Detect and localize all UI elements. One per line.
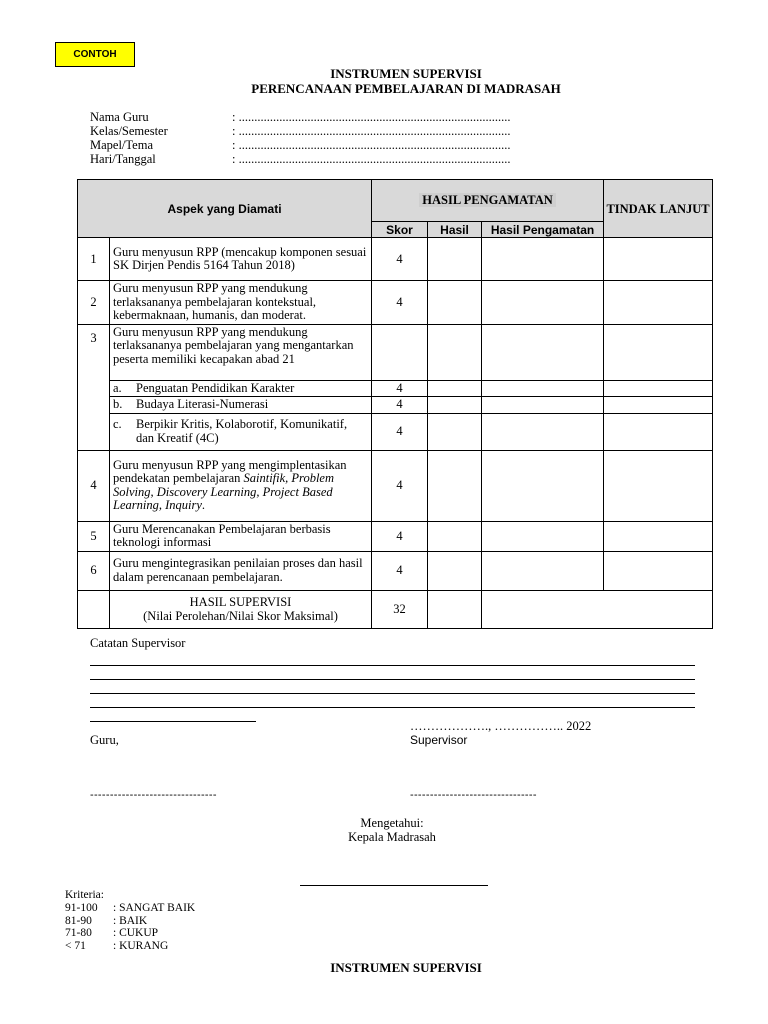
followup-cell[interactable] bbox=[604, 324, 713, 380]
aspect-text: Guru Merencanakan Pembelajaran berbasis teknologi informasi bbox=[110, 521, 372, 551]
notes-line[interactable] bbox=[90, 680, 695, 694]
identity-label: Mapel/Tema bbox=[90, 138, 153, 152]
row-number: 6 bbox=[78, 551, 110, 590]
score-cell: 4 bbox=[372, 450, 428, 521]
score-cell bbox=[372, 324, 428, 380]
followup-cell[interactable] bbox=[604, 413, 713, 450]
identity-fill-line[interactable]: : ....................................................................................... bbox=[232, 110, 511, 124]
table-row bbox=[78, 281, 713, 325]
result-cell[interactable] bbox=[428, 324, 482, 380]
result-cell[interactable] bbox=[428, 397, 482, 414]
total-result-cell[interactable] bbox=[428, 590, 482, 628]
aspect-text: Guru menyusun RPP yang mendukung terlaksananya pembelajaran yang mengantarkan peserta memiliki kecapakan abad 21 bbox=[110, 324, 372, 380]
identity-row-date bbox=[90, 152, 560, 166]
followup-header: TINDAK LANJUT bbox=[604, 180, 713, 238]
identity-fill-line[interactable]: : ....................................................................................... bbox=[232, 124, 511, 138]
example-badge: CONTOH bbox=[55, 42, 135, 67]
table-row bbox=[78, 551, 713, 590]
result-cell[interactable] bbox=[428, 281, 482, 325]
total-observation-cell[interactable] bbox=[482, 590, 713, 628]
table-row bbox=[78, 521, 713, 551]
result-cell[interactable] bbox=[428, 450, 482, 521]
row-number: 5 bbox=[78, 521, 110, 551]
followup-cell[interactable] bbox=[604, 450, 713, 521]
sub-letter: a. bbox=[113, 380, 122, 395]
score-cell: 4 bbox=[372, 380, 428, 397]
observation-cell[interactable] bbox=[482, 397, 604, 414]
result-cell[interactable] bbox=[428, 521, 482, 551]
total-row bbox=[78, 590, 713, 628]
sub-text: Berpikir Kritis, Kolaborotif, Komunikatif, dan Kreatif (4C) bbox=[136, 417, 348, 445]
score-cell: 4 bbox=[372, 551, 428, 590]
score-column-header: Skor bbox=[372, 222, 428, 238]
result-cell[interactable] bbox=[428, 551, 482, 590]
sub-aspect bbox=[110, 380, 372, 397]
followup-cell[interactable] bbox=[604, 238, 713, 281]
sub-text: Budaya Literasi-Numerasi bbox=[136, 397, 269, 411]
notes-label: Catatan Supervisor bbox=[90, 636, 186, 650]
row-number: 1 bbox=[78, 238, 110, 281]
result-column-header: Hasil bbox=[428, 222, 482, 238]
criteria-legend bbox=[65, 889, 195, 953]
row-number: 3 bbox=[78, 324, 110, 450]
total-score: 32 bbox=[372, 590, 428, 628]
score-cell: 4 bbox=[372, 238, 428, 281]
aspect-header: Aspek yang Diamati bbox=[78, 180, 372, 238]
observation-cell[interactable] bbox=[482, 521, 604, 551]
score-cell: 4 bbox=[372, 521, 428, 551]
notes-line[interactable] bbox=[90, 666, 695, 680]
criteria-row: < 71 : KURANG bbox=[65, 940, 169, 953]
supervisor-label: Supervisor bbox=[410, 733, 468, 747]
document-title: INSTRUMEN SUPERVISI bbox=[330, 66, 482, 81]
identity-label: Nama Guru bbox=[90, 110, 149, 124]
aspect-text: Guru menyusun RPP yang mengimplentasikan pendekatan pembelajaran Saintifik, Problem Solving, Discovery Learning, Project Based Learning, Inquiry. bbox=[110, 450, 372, 521]
notes-line[interactable] bbox=[90, 652, 695, 666]
table-row bbox=[78, 380, 713, 397]
teacher-signature-line: -------------------------------- bbox=[90, 789, 217, 801]
observation-cell[interactable] bbox=[482, 238, 604, 281]
identity-row-class bbox=[90, 124, 560, 138]
score-cell: 4 bbox=[372, 281, 428, 325]
identity-fill-line[interactable]: : ....................................................................................... bbox=[232, 152, 511, 166]
sub-text: Penguatan Pendidikan Karakter bbox=[136, 380, 295, 395]
table-row bbox=[78, 238, 713, 281]
table-row bbox=[78, 397, 713, 414]
table-row bbox=[78, 450, 713, 521]
teacher-label: Guru, bbox=[90, 733, 119, 747]
footer-title: INSTRUMEN SUPERVISI bbox=[330, 960, 482, 975]
supervisor-notes bbox=[90, 636, 695, 722]
followup-cell[interactable] bbox=[604, 281, 713, 325]
criteria-row: 71-80 : CUKUP bbox=[65, 927, 159, 940]
score-cell: 4 bbox=[372, 397, 428, 414]
observation-cell[interactable] bbox=[482, 380, 604, 397]
followup-cell[interactable] bbox=[604, 521, 713, 551]
followup-cell[interactable] bbox=[604, 397, 713, 414]
observation-cell[interactable] bbox=[482, 281, 604, 325]
supervisor-signature-line: -------------------------------- bbox=[410, 789, 537, 801]
criteria-row: 91-100 : SANGAT BAIK bbox=[65, 901, 196, 914]
result-cell[interactable] bbox=[428, 238, 482, 281]
result-header: HASIL PENGAMATAN bbox=[372, 180, 604, 222]
criteria-title: Kriteria: bbox=[65, 889, 104, 901]
identity-row-subject bbox=[90, 138, 560, 152]
followup-cell[interactable] bbox=[604, 380, 713, 397]
document-subtitle: PERENCANAAN PEMBELAJARAN DI MADRASAH bbox=[251, 81, 561, 96]
identity-label: Kelas/Semester bbox=[90, 124, 168, 138]
row-number: 4 bbox=[78, 450, 110, 521]
observation-cell[interactable] bbox=[482, 551, 604, 590]
observation-column-header: Hasil Pengamatan bbox=[482, 222, 604, 238]
place-date: ………………., …………….. 2022 bbox=[410, 719, 592, 733]
head-signature-line bbox=[300, 885, 488, 886]
criteria-row: 81-90 : BAIK bbox=[65, 914, 148, 927]
score-cell: 4 bbox=[372, 413, 428, 450]
notes-line[interactable] bbox=[90, 694, 695, 708]
table-row bbox=[78, 413, 713, 450]
result-cell[interactable] bbox=[428, 413, 482, 450]
identity-fields bbox=[90, 110, 560, 166]
sub-letter: b. bbox=[113, 397, 123, 411]
acknowledged-label: Mengetahui: bbox=[360, 816, 424, 830]
observation-cell[interactable] bbox=[482, 413, 604, 450]
followup-cell[interactable] bbox=[604, 551, 713, 590]
row-number: 2 bbox=[78, 281, 110, 325]
table-row bbox=[78, 324, 713, 380]
aspect-text: Guru menyusun RPP yang mendukung terlaksananya pembelajaran kontekstual, kebermaknaan, humanis, dan moderat. bbox=[110, 281, 372, 325]
aspect-text: Guru menyusun RPP (mencakup komponen sesuai SK Dirjen Pendis 5164 Tahun 2018) bbox=[110, 238, 372, 281]
supervision-table bbox=[77, 179, 713, 629]
identity-fill-line[interactable]: : ....................................................................................... bbox=[232, 138, 511, 152]
result-cell[interactable] bbox=[428, 380, 482, 397]
sub-aspect bbox=[110, 413, 372, 450]
aspect-text: Guru mengintegrasikan penilaian proses dan hasil dalam perencanaan pembelajaran. bbox=[110, 551, 372, 590]
head-label: Kepala Madrasah bbox=[348, 830, 436, 844]
observation-cell[interactable] bbox=[482, 324, 604, 380]
notes-line[interactable] bbox=[90, 708, 256, 722]
sub-letter: c. bbox=[113, 417, 122, 431]
total-spacer bbox=[78, 590, 110, 628]
identity-row-name bbox=[90, 110, 560, 124]
total-label: HASIL SUPERVISI (Nilai Perolehan/Nilai Skor Maksimal) bbox=[110, 590, 372, 628]
observation-cell[interactable] bbox=[482, 450, 604, 521]
sub-aspect bbox=[110, 397, 372, 414]
identity-label: Hari/Tanggal bbox=[90, 152, 156, 166]
